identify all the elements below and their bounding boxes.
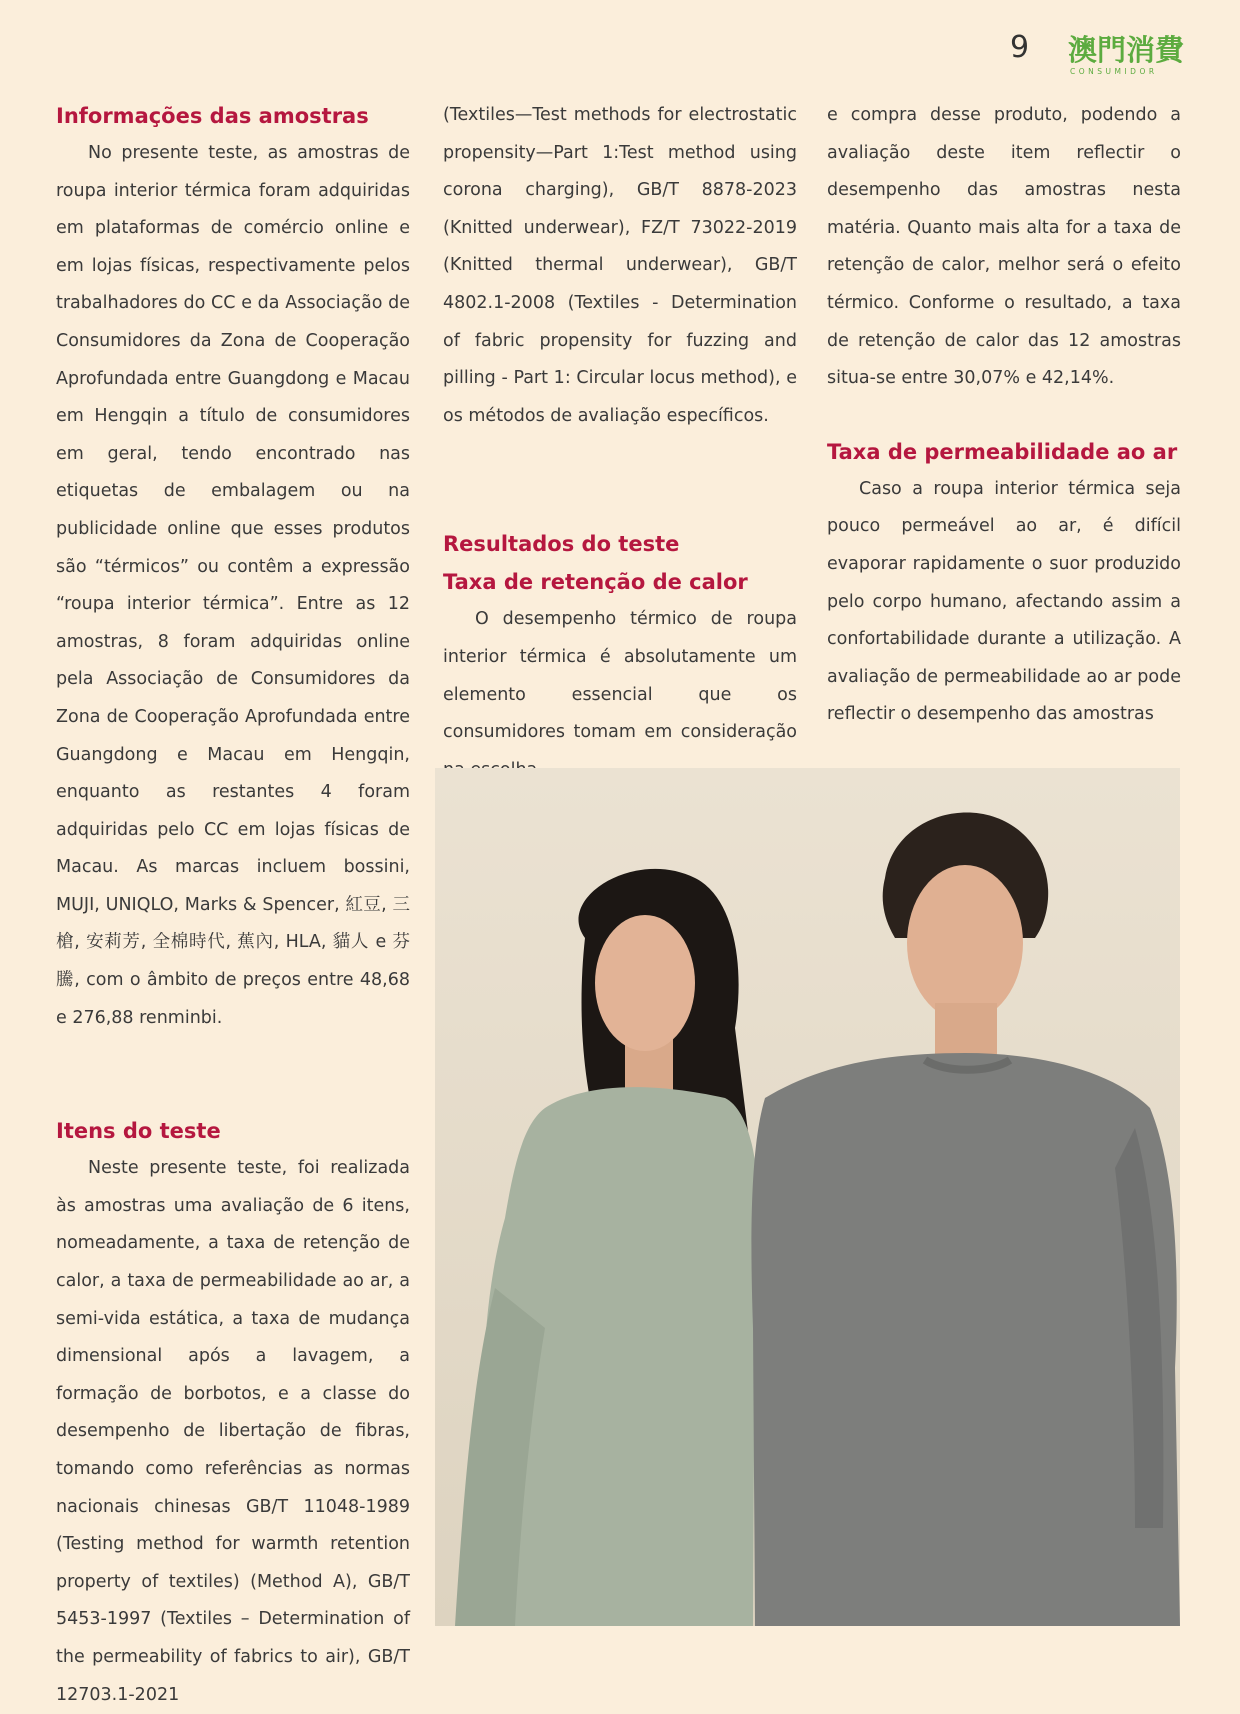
heading-sample-info: Informações das amostras [56, 104, 369, 128]
logo-chinese-text: 澳門消費 [1068, 33, 1185, 67]
column-1 [56, 97, 410, 1714]
heading-test-items: Itens do teste [56, 1119, 221, 1144]
paragraph-sample-info: No presente teste, as amostras de roupa interior térmica foram adquiridas em plataformas de comércio online e em lojas físicas, respectivamente pelos trabalhadores do CC e da Associação de Consumidores da Zona de Cooperação Aprofundada entre Guangdong e Macau em Hengqin a título de consumidores em geral, tendo encontrado nas etiquetas de embalagem ou na publicidade online que esses produtos são “térmicos” ou contêm a expressão “roupa interior térmica”. Entre as 12 amostras, 8 foram adquiridas online pela Associação de Consumidores da Zona de Cooperação Aprofundada entre Guangdong e Macau em Hengqin, enquanto as restantes 4 foram adquiridas pelo CC em lojas físicas de Macau. As marcas incluem bossini, MUJI, UNIQLO, Marks & Spencer, 紅豆, 三槍, 安莉芳, 全棉時代, 蕉內, HLA, 貓人 e 芬騰, com o âmbito de preços entre 48,68 e 276,88 renminbi. [56, 143, 410, 1028]
models-thermal-underwear-photo [435, 768, 1180, 1626]
logo-subtitle: CONSUMIDOR [1070, 67, 1158, 76]
paragraph-test-items: Neste presente teste, foi realizada às amostras uma avaliação de 6 itens, nomeadamente, a taxa de retenção de calor, a taxa de permeabilidade ao ar, a semi-vida estática, a taxa de mudança dimensional após a lavagem, a formação de borbotos, e a classe do desempenho de libertação de fibras, tomando como referências as normas nacionais chinesas GB/T 11048-1989 (Testing method for warmth retention property of textiles) (Method A), GB/T 5453-1997 (Textiles – Determination of the permeability of fabrics to air), GB/T 12703.1-2021 [56, 1158, 410, 1705]
column-2 [443, 97, 797, 789]
paragraph-heat-retention-continued: e compra desse produto, podendo a avaliação deste item reflectir o desempenho das amostras nesta matéria. Quanto mais alta for a taxa de retenção de calor, melhor será o efeito térmico. Conforme o resultado, a taxa de retenção de calor das 12 amostras situa-se entre 30,07% e 42,14%. [827, 105, 1181, 389]
column-3 [827, 97, 1181, 734]
heading-heat-retention: Taxa de retenção de calor [443, 570, 748, 595]
heading-test-results: Resultados do teste [443, 532, 680, 557]
photo-illustration [435, 768, 1180, 1626]
paragraph-heat-retention: O desempenho térmico de roupa interior térmica é absolutamente um elemento essencial que os consumidores tomam em consideração [443, 609, 797, 743]
paragraph-air-permeability: Caso a roupa interior térmica seja pouco permeável ao ar, é difícil evaporar rapidamente o suor produzido pelo corpo humano, afectando assim a confortabilidade durante a utilização. A avaliação de permeabilidade ao ar pode reflectir o desempenho das amostras [827, 478, 1181, 725]
paragraph-standards-continued: (Textiles—Test methods for electrostatic propensity—Part 1:Test method using corona charging), GB/T 8878-2023 (Knitted underwear), FZ/T 73022-2019 (Knitted thermal underwear), GB/T 4802.1-2008 (Textiles - Determination of fabric propensity for fuzzing and pilling - Part 1: Circular locus method), e os métodos de avaliação específicos. [443, 105, 797, 426]
heading-air-permeability: Taxa de permeabilidade ao ar [827, 439, 1178, 464]
page-number: 9 [1010, 30, 1030, 65]
consumidor-logo [1068, 34, 1183, 76]
